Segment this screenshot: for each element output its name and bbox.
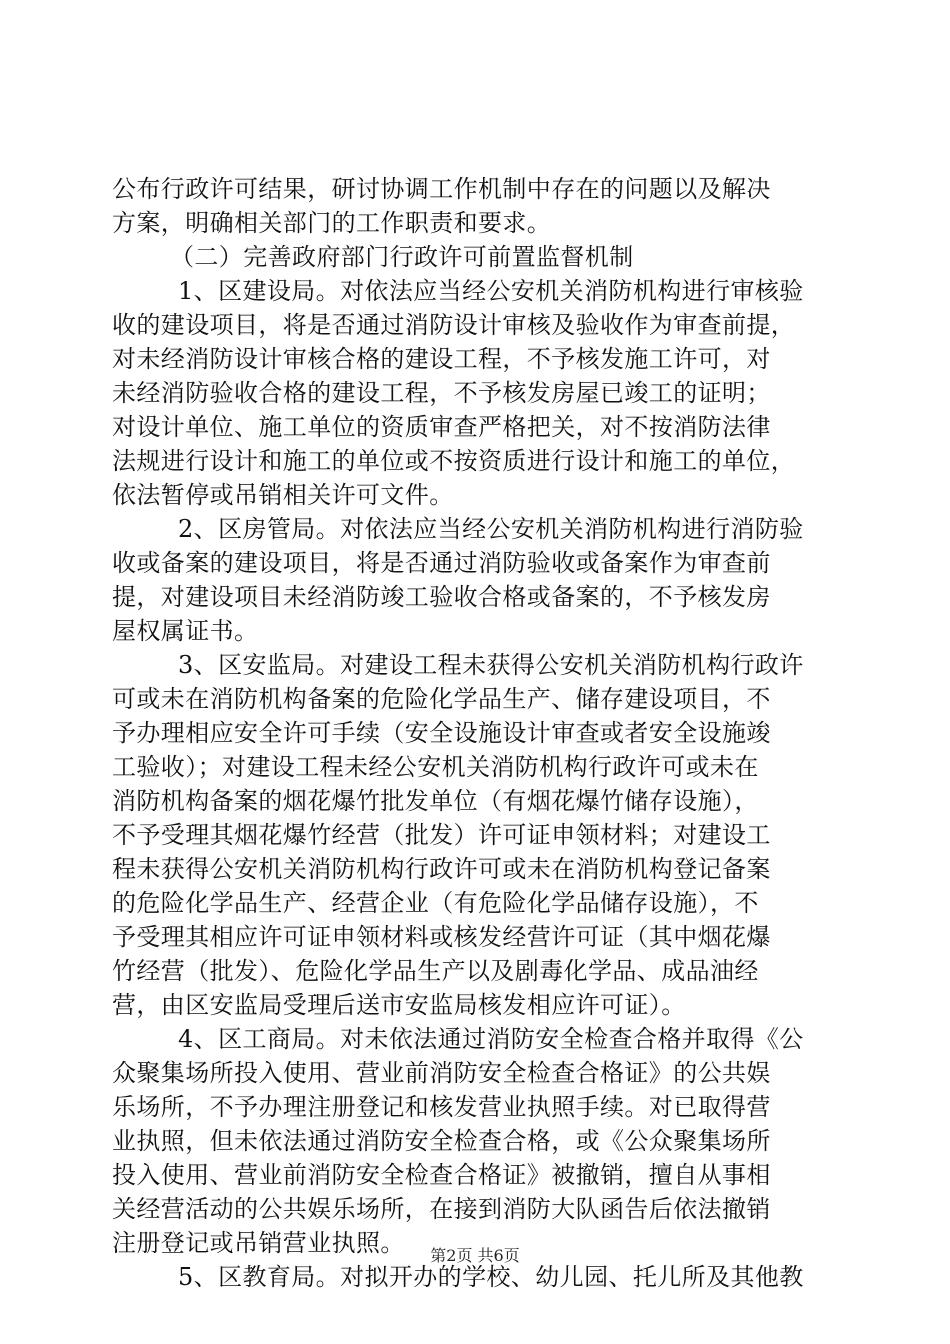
- text-line-16: 可或未在消防机构备案的危险化学品生产、储存建设项目，不: [112, 685, 771, 713]
- text-line-28: 乐场所，不予办理注册登记和核发营业执照手续。对已取得营: [112, 1093, 771, 1121]
- text-line-20: 不予受理其烟花爆竹经营（批发）许可证申领材料；对建设工: [112, 821, 771, 849]
- text-line-23: 予受理其相应许可证申领材料或核发经营许可证（其中烟花爆: [112, 923, 771, 951]
- text-line-15: 3、区安监局。对建设工程未获得公安机关消防机构行政许: [178, 651, 804, 679]
- text-line-10: 依法暂停或吊销相关许可文件。: [112, 481, 454, 509]
- text-line-6: 对未经消防设计审核合格的建设工程，不予核发施工许可，对: [112, 345, 771, 373]
- text-line-18: 工验收）；对建设工程未经公安机关消防机构行政许可或未在: [112, 753, 759, 781]
- text-line-22: 的危险化学品生产、经营企业（有危险化学品储存设施），不: [112, 889, 759, 917]
- text-line-8: 对设计单位、施工单位的资质审查严格把关，对不按消防法律: [112, 413, 771, 441]
- section-heading: （二）完善政府部门行政许可前置监督机制: [170, 243, 634, 271]
- text-line-9: 法规进行设计和施工的单位或不按资质进行设计和施工的单位，: [112, 447, 796, 475]
- text-line-25: 营，由区安监局受理后送市安监局核发相应许可证）。: [112, 991, 686, 1019]
- text-line-33: 5、区教育局。对拟开办的学校、幼儿园、托儿所及其他教: [178, 1263, 804, 1291]
- text-line-26: 4、区工商局。对未依法通过消防安全检查合格并取得《公: [178, 1025, 804, 1053]
- text-line-32: 注册登记或吊销营业执照。: [112, 1229, 405, 1257]
- text-line-24: 竹经营（批发）、危险化学品生产以及剧毒化学品、成品油经: [112, 957, 759, 985]
- text-line-29: 业执照，但未依法通过消防安全检查合格，或《公众聚集场所: [112, 1127, 771, 1155]
- page-number-footer: 第2页 共6页: [430, 1246, 520, 1265]
- text-line-17: 予办理相应安全许可手续（安全设施设计审查或者安全设施竣: [112, 719, 771, 747]
- text-line-11: 2、区房管局。对依法应当经公安机关消防机构进行消防验: [178, 515, 804, 543]
- text-line-14: 屋权属证书。: [112, 617, 259, 645]
- text-line-2: 方案，明确相关部门的工作职责和要求。: [112, 209, 552, 237]
- text-line-13: 提，对建设项目未经消防竣工验收合格或备案的，不予核发房: [112, 583, 771, 611]
- text-line-30: 投入使用、营业前消防安全检查合格证》被撤销，擅自从事相: [112, 1161, 771, 1189]
- text-line-19: 消防机构备案的烟花爆竹批发单位（有烟花爆竹储存设施），: [112, 787, 759, 815]
- text-line-12: 收或备案的建设项目，将是否通过消防验收或备案作为审查前: [112, 549, 771, 577]
- text-line-7: 未经消防验收合格的建设工程，不予核发房屋已竣工的证明；: [112, 379, 771, 407]
- text-line-5: 收的建设项目，将是否通过消防设计审核及验收作为审查前提，: [112, 311, 796, 339]
- text-line-4: 1、区建设局。对依法应当经公安机关消防机构进行审核验: [178, 277, 804, 305]
- text-line-21: 程未获得公安机关消防机构行政许可或未在消防机构登记备案: [112, 855, 771, 883]
- text-line-31: 关经营活动的公共娱乐场所，在接到消防大队函告后依法撤销: [112, 1195, 771, 1223]
- text-line-27: 众聚集场所投入使用、营业前消防安全检查合格证》的公共娱: [112, 1059, 771, 1087]
- text-line-1: 公布行政许可结果，研讨协调工作机制中存在的问题以及解决: [112, 175, 771, 203]
